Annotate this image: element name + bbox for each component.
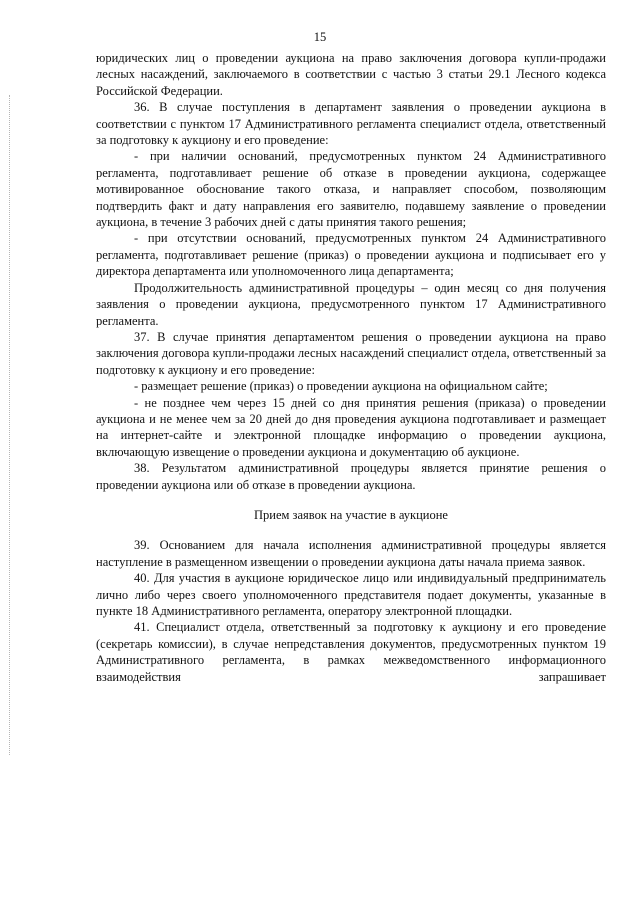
page-number: 15 [313, 30, 327, 44]
paragraph-40: 40. Для участия в аукционе юридическое лицо или индивидуальный предприниматель лично либо через своего уполномоченного представителя подает документы, указанные в пункте 18 Административного регламента, оператору электронной площадки. [96, 571, 606, 618]
paragraph-37-item-publish: - размещает решение (приказ) о проведении аукциона на официальном сайте; [134, 379, 548, 394]
paragraph-38: 38. Результатом административной процедуры является принятие решения о проведении аукциона или об отказе в проведении аукциона. [96, 461, 606, 492]
paragraph-37-item-notice: - не позднее чем через 15 дней со дня принятия решения (приказа) о проведении аукциона и не менее чем за 20 дней до дня проведения аукциона подготавливает и размещает на интернет-сайте и электронной площадке информацию о проведении аукциона, включающую извещение о проведении аукциона и документацию об аукционе. [96, 395, 606, 459]
paragraph-41: 41. Специалист отдела, ответственный за подготовку к аукциону и его проведение (секретарь комиссии), в случае непредставления документов, предусмотренных пунктом 19 Административного регламента, в рамках межведомственного информационного взаимодействия запрашивает [96, 620, 606, 684]
paragraph-39: 39. Основанием для начала исполнения административной процедуры является наступление в размещенном извещении о проведении аукциона даты начала приема заявок. [96, 538, 606, 569]
margin-dotted-line [9, 95, 11, 755]
paragraph-duration: Продолжительность административной процедуры – один месяц со дня получения заявления о проведении аукциона, предусмотренного пунктом 17 Административного регламента. [96, 280, 606, 328]
document-body [96, 50, 606, 685]
paragraph-36-item-order: - при отсутствии оснований, предусмотренных пунктом 24 Административного регламента, подготавливает решение (приказ) о проведении аукциона и подписывает его у директора департамента или уполномоченного лица департамента; [96, 231, 606, 279]
paragraph-36: 36. В случае поступления в департамент заявления о проведении аукциона в соответствии с пунктом 17 Административного регламента специалист отдела, ответственный за подготовку к аукциону и его проведение: [96, 100, 606, 148]
paragraph-continuation: юридических лиц о проведении аукциона на право заключения договора купли-продажи лесных насаждений, заключаемого в соответствии с частью 3 статьи 29.1 Лесного кодекса Российской Федерации. [96, 51, 606, 98]
paragraph-37: 37. В случае принятия департаментом решения о проведении аукциона на право заключения договора купли-продажи лесных насаждений специалист отдела, ответственный за подготовку к аукциону и его проведение: [96, 329, 606, 377]
section-heading: Прием заявок на участие в аукционе [253, 507, 448, 522]
paragraph-36-item-refusal: - при наличии оснований, предусмотренных пунктом 24 Административного регламента, подготавливает решение об отказе в проведении аукциона, содержащее мотивированное обоснование такого отказа, и направляет способом, позволяющим подтвердить факт и дату направления его заявителю, подавшему заявление о проведении аукциона, в течение 3 рабочих дней с даты принятия такого решения; [96, 149, 606, 230]
